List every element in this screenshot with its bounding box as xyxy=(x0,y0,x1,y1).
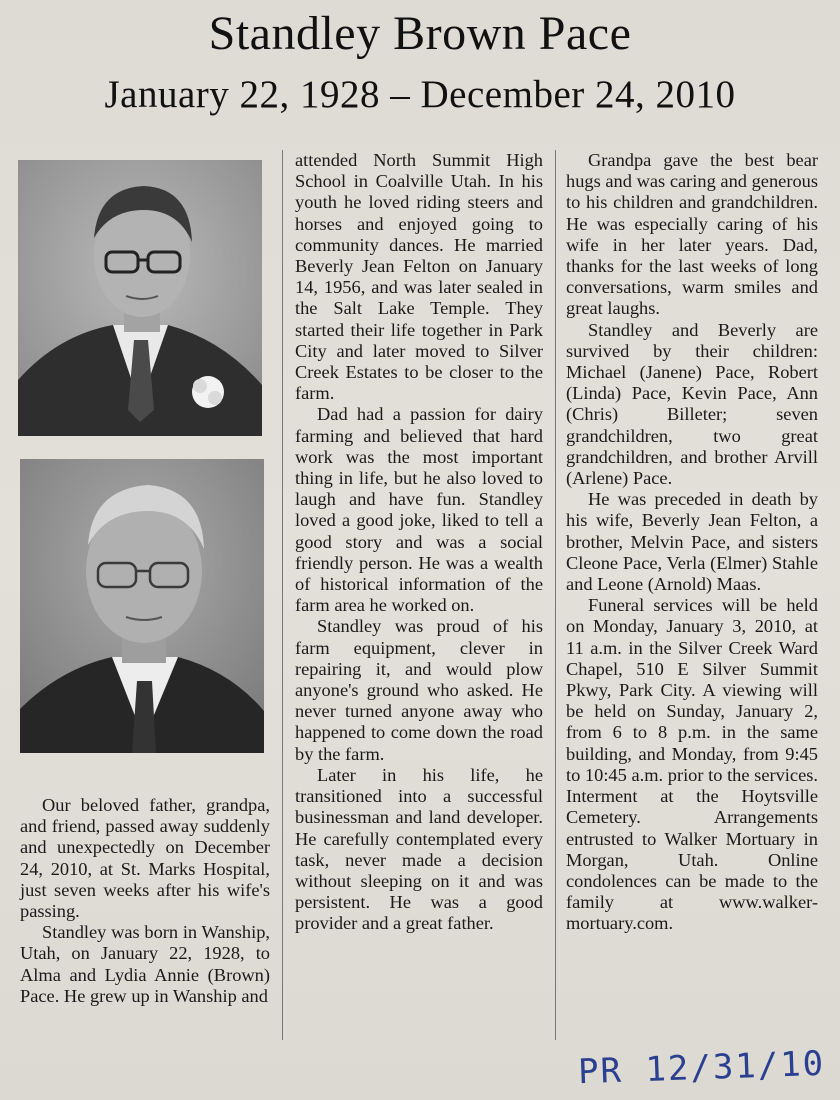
column-divider xyxy=(555,150,556,1040)
obituary-name-heading: Standley Brown Pace xyxy=(208,7,632,60)
portrait-photo-young xyxy=(18,160,262,436)
portrait-photo-elderly xyxy=(20,459,264,753)
paragraph: Our beloved father, grandpa, and friend, passed away suddenly and unexpectedly on December 24, 2010, at St. Marks Hospital, just seven weeks after his wife's passing. xyxy=(20,795,270,922)
obituary-column-3 xyxy=(566,150,818,935)
paragraph: Grandpa gave the best bear hugs and was caring and generous to his children and grandchildren. He was especially caring of his wife in her later years. Dad, thanks for the last weeks of long conversations, warm smiles and great laughs. xyxy=(566,150,818,319)
paragraph: Standley was proud of his farm equipment, clever in repairing it, and would plow anyone's ground who asked. He never turned anyone away who happened to come down the road by the farm. xyxy=(295,616,543,764)
obituary-dates-heading: January 22, 1928 – December 24, 2010 xyxy=(104,73,736,116)
paragraph: Later in his life, he transitioned into a successful businessman and land developer. He carefully contemplated every task, never made a decision without sleeping on it and was persistent. He was a good provider and a great father. xyxy=(295,764,543,934)
column-divider xyxy=(282,150,283,1040)
handwritten-date-note: PR 12/31/10 xyxy=(577,1043,826,1093)
paragraph: Standley and Beverly are survived by their children: Michael (Janene) Pace, Robert (Linda) Pace, Kevin Pace, Ann (Chris) Billeter; seven grandchildren, two great grandchildren, and brother Arvill (Arlene) Pace. xyxy=(566,319,818,489)
obituary-column-2 xyxy=(295,150,543,935)
obituary-column-1 xyxy=(20,795,270,1007)
paragraph: Dad had a passion for dairy farming and believed that hard work was the most important thing in life, but he also loved to laugh and have fun. Standley loved a good joke, liked to tell a good story and was a social friendly person. He was a wealth of historical information of the farm area he worked on. xyxy=(295,404,543,616)
paragraph: Funeral services will be held on Monday, January 3, 2010, at 11 a.m. in the Silver Creek Ward Chapel, 510 E Silver Summit Pkwy, Park City. A viewing will be held on Sunday, January 2, from 6 to 8 p.m. in the same building, and Monday, from 9:45 to 10:45 a.m. prior to the services. Interment at the Hoytsville Cemetery. Arrangements entrusted to Walker Mortuary in Morgan, Utah. Online condolences can be made to the family at www.walker-mortuary.com. xyxy=(566,595,818,934)
paragraph: attended North Summit High School in Coalville Utah. In his youth he loved riding steers and horses and enjoyed going to community dances. He married Beverly Jean Felton on January 14, 1956, and was later sealed in the Salt Lake Temple. They started their life together in Park City and later moved to Silver Creek Estates to be closer to the farm. xyxy=(295,150,543,404)
portrait-photo-icon xyxy=(18,160,262,436)
paragraph: He was preceded in death by his wife, Beverly Jean Felton, a brother, Melvin Pace, and sisters Cleone Pace, Verla (Elmer) Stahle and Leone (Arnold) Maas. xyxy=(566,489,818,595)
portrait-photo-icon xyxy=(20,459,264,753)
paragraph: Standley was born in Wanship, Utah, on January 22, 1928, to Alma and Lydia Annie (Brown) Pace. He grew up in Wanship and xyxy=(20,922,270,1006)
